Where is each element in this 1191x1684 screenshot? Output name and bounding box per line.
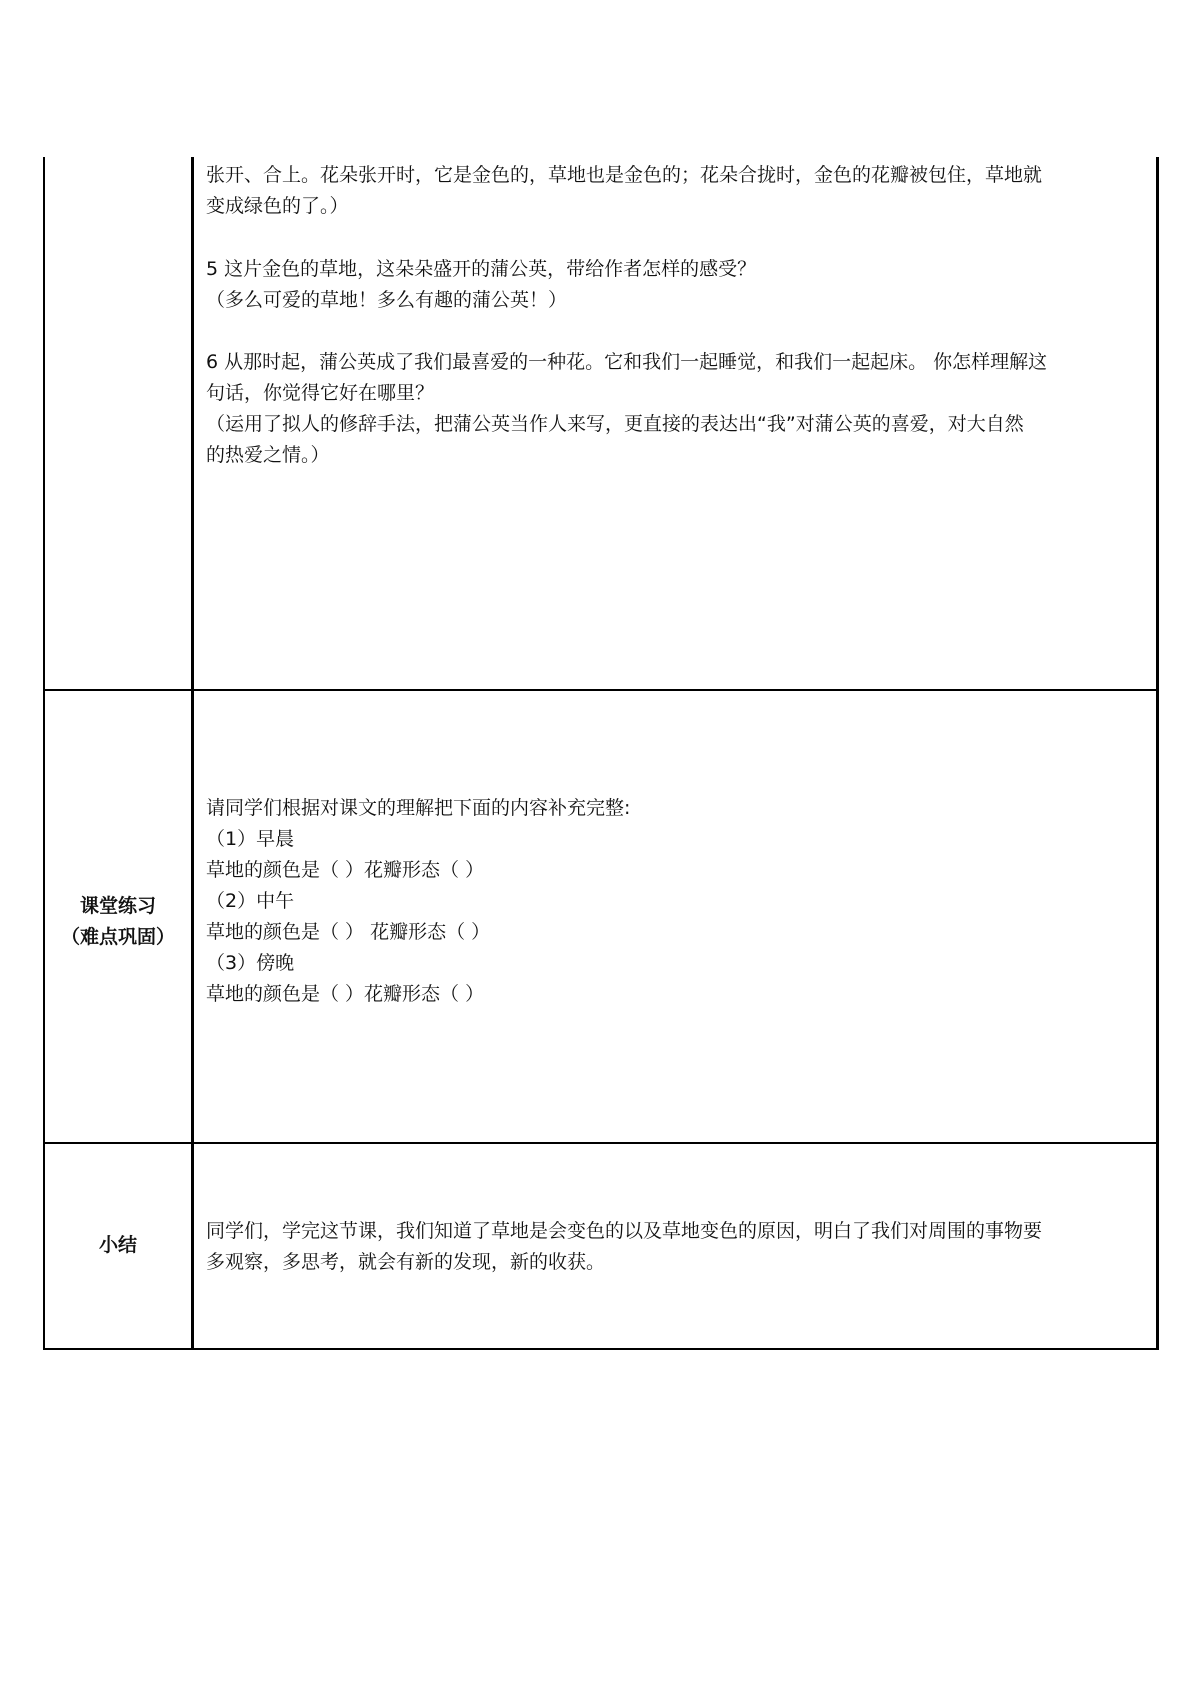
summary-text-line-2: 多观察，多思考，就会有新的发现，新的收获。 xyxy=(206,1251,606,1273)
answer-5: （多么可爱的草地！多么有趣的蒲公英！） xyxy=(206,289,568,311)
column-divider xyxy=(191,157,194,1350)
continued-text-line-2: 变成绿色的了。） xyxy=(206,195,349,217)
question-6-line-2: 句话，你觉得它好在哪里？ xyxy=(206,382,435,404)
practice-label: 课堂练习 xyxy=(79,895,156,917)
practice-item-1-fill: 草地的颜色是（ ）花瓣形态（ ） xyxy=(206,859,485,881)
practice-item-2-title: （2）中午 xyxy=(206,890,295,912)
practice-item-3-title: （3）傍晚 xyxy=(206,952,295,974)
practice-item-2-fill: 草地的颜色是（ ） 花瓣形态（ ） xyxy=(206,921,491,943)
row-divider-2 xyxy=(43,1142,1159,1144)
practice-intro: 请同学们根据对课文的理解把下面的内容补充完整: xyxy=(206,797,631,819)
lesson-table xyxy=(43,157,1159,1350)
question-6-line-1: 6 从那时起，蒲公英成了我们最喜爱的一种花。它和我们一起睡觉，和我们一起起床。 你怎样理解这 xyxy=(206,351,1048,373)
practice-item-1-title: （1）早晨 xyxy=(206,828,295,850)
answer-6-line-2: 的热爱之情。） xyxy=(206,444,330,466)
summary-text-line-1: 同学们，学完这节课，我们知道了草地是会变色的以及草地变色的原因，明白了我们对周围的事物要 xyxy=(206,1220,1043,1242)
continued-text-line-1: 张开、合上。花朵张开时，它是金色的，草地也是金色的；花朵合拢时，金色的花瓣被包住，草地就 xyxy=(206,164,1043,186)
row-divider-1 xyxy=(43,689,1159,691)
answer-6-line-1: （运用了拟人的修辞手法，把蒲公英当作人来写，更直接的表达出“我”对蒲公英的喜爱，对大自然 xyxy=(206,413,1024,435)
summary-label: 小结 xyxy=(98,1234,137,1256)
practice-sublabel: （难点巩固） xyxy=(60,926,175,948)
question-5: 5 这片金色的草地，这朵朵盛开的蒲公英，带给作者怎样的感受？ xyxy=(206,258,757,280)
practice-item-3-fill: 草地的颜色是（ ）花瓣形态（ ） xyxy=(206,983,485,1005)
